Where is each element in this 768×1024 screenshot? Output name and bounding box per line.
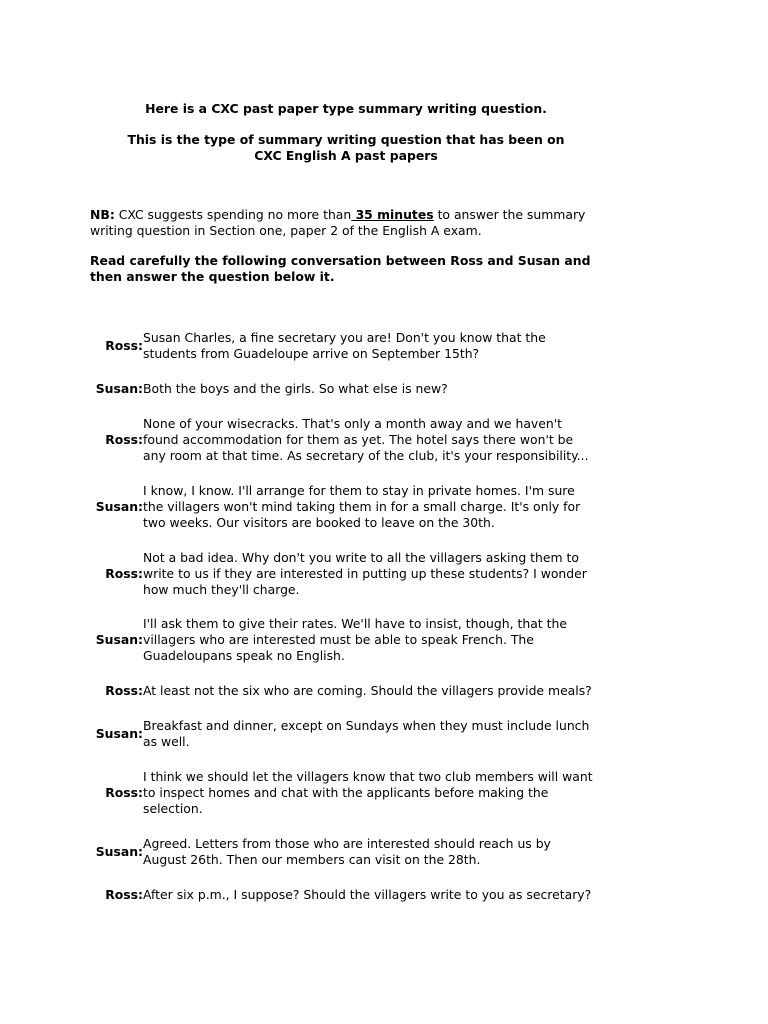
dialogue-row bbox=[90, 769, 620, 817]
speaker-label: Ross: bbox=[105, 566, 143, 581]
dialogue-row bbox=[90, 416, 620, 464]
dialogue-row bbox=[90, 683, 620, 699]
speaker-label: Ross: bbox=[105, 785, 143, 800]
note-prefix: NB: bbox=[90, 207, 115, 222]
speaker-label: Susan: bbox=[95, 844, 143, 859]
heading-line-1: Here is a CXC past paper type summary writing question. bbox=[145, 101, 547, 116]
dialogue-row bbox=[90, 718, 620, 750]
speaker-label: Susan: bbox=[95, 726, 143, 741]
dialogue-text: Susan Charles, a fine secretary you are! Don't you know that the students from Guadeloupe arrive on September 15th? bbox=[143, 330, 546, 361]
dialogue-text: None of your wisecracks. That's only a month away and we haven't found accommodation for them as yet. The hotel says there won't be any room at that time. As secretary of the club, it's your responsibility... bbox=[143, 416, 589, 463]
speaker-label: Ross: bbox=[105, 887, 143, 902]
dialogue-row bbox=[90, 483, 620, 531]
heading-line-2: This is the type of summary writing question that has been on bbox=[127, 132, 565, 147]
speaker-label: Susan: bbox=[95, 632, 143, 647]
speaker-label: Ross: bbox=[105, 432, 143, 447]
heading-line-3: CXC English A past papers bbox=[254, 148, 438, 163]
dialogue-text: At least not the six who are coming. Should the villagers provide meals? bbox=[143, 683, 592, 698]
dialogue-text: I'll ask them to give their rates. We'll have to insist, though, that the villagers who are interested must be able to speak French. The Guadeloupans speak no English. bbox=[143, 616, 567, 663]
dialogue-text: Not a bad idea. Why don't you write to all the villagers asking them to write to us if they are interested in putting up these students? I wonder how much they'll charge. bbox=[143, 550, 587, 597]
dialogue-row bbox=[90, 330, 620, 362]
dialogue-row bbox=[90, 616, 620, 664]
note-paragraph bbox=[90, 207, 620, 239]
dialogue-text: I think we should let the villagers know that two club members will want to inspect homes and chat with the applicants before making the selection. bbox=[143, 769, 593, 816]
dialogue-row bbox=[90, 836, 620, 868]
speaker-label: Susan: bbox=[95, 381, 143, 396]
dialogue-text: Both the boys and the girls. So what else is new? bbox=[143, 381, 448, 396]
dialogue-row bbox=[90, 550, 620, 598]
note-text-a: CXC suggests spending no more than bbox=[114, 207, 352, 222]
dialogue-text: I know, I know. I'll arrange for them to stay in private homes. I'm sure the villagers won't mind taking them in for a small charge. It's only for two weeks. Our visitors are booked to leave on the 30th. bbox=[143, 483, 581, 530]
dialogue-text: After six p.m., I suppose? Should the villagers write to you as secretary? bbox=[143, 887, 592, 902]
note-text-b: to answer the summary writing question in Section one, paper 2 of the English A exam. bbox=[90, 207, 586, 238]
dialogue-row bbox=[90, 381, 620, 397]
speaker-label: Susan: bbox=[95, 499, 143, 514]
dialogue-row bbox=[90, 887, 620, 903]
note-emphasis: 35 minutes bbox=[351, 207, 434, 222]
instruction-paragraph: Read carefully the following conversation between Ross and Susan and then answer the question below it. bbox=[90, 253, 591, 284]
dialogue-text: Breakfast and dinner, except on Sundays when they must include lunch as well. bbox=[143, 718, 590, 749]
dialogue-text: Agreed. Letters from those who are interested should reach us by August 26th. Then our members can visit on the 28th. bbox=[143, 836, 551, 867]
speaker-label: Ross: bbox=[105, 683, 143, 698]
speaker-label: Ross: bbox=[105, 338, 143, 353]
